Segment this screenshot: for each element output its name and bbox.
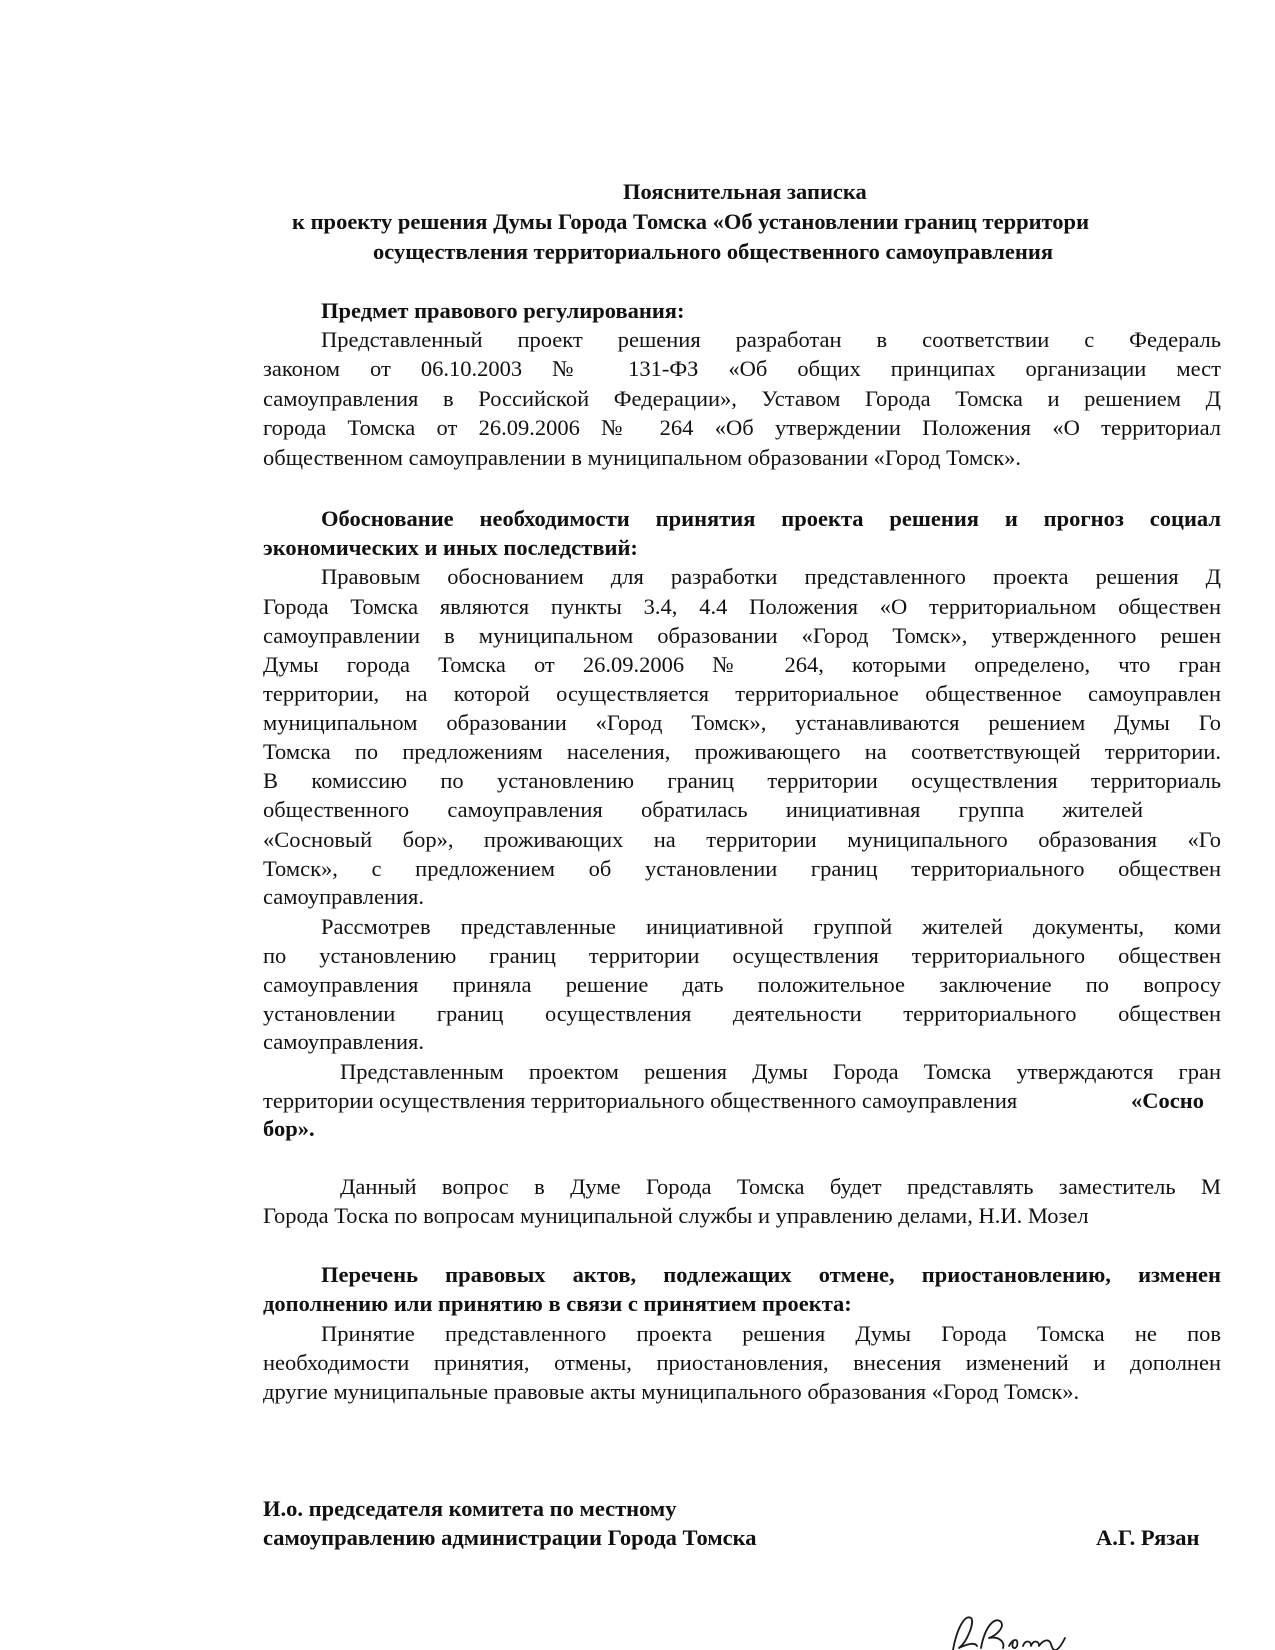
section3-line: Города Тоска по вопросам муниципальной службы и управлению делами, Н.И. Мозел [263,1203,1089,1228]
section1-line: законом от 06.10.2003 № 131-ФЗ «Об общих принципах организации мест [263,356,1221,381]
section1-line: самоуправления в Российской Федерации», Уставом Города Томска и решением Д [263,386,1221,411]
section2-line: Томск», с предложением об установлении границ территориального обществен [263,856,1221,881]
section2-line: «Сосновый бор», проживающих на территории муниципального образования «Го [263,827,1221,852]
section2-line: самоуправления. [263,884,425,909]
signatory-position: И.о. председателя комитета по местному [263,1496,677,1521]
doc-title: Пояснительная записка [623,179,867,204]
section2-line: Рассмотрев представленные инициативной группой жителей документы, коми [321,914,1221,939]
section2-line: Томска по предложениям населения, проживающего на соответствующей территории. [263,739,1221,764]
signatory-position-cont: самоуправлению администрации Города Томска [263,1525,757,1550]
section2-line: Думы города Томска от 26.09.2006 № 264, которыми определено, что гран [263,652,1221,677]
signatory-name: А.Г. Рязан [1096,1525,1200,1550]
section2-heading: Обоснование необходимости принятия проекта решения и прогноз социал [321,506,1221,531]
section2-bold-name: «Сосно [1131,1088,1204,1113]
section2-line: Представленным проектом решения Думы Города Томска утверждаются гран [340,1059,1221,1084]
handwritten-signature [945,1608,1075,1650]
section2-line: самоуправления приняла решение дать положительное заключение по вопросу [263,972,1221,997]
section2-line: Города Томска являются пункты 3.4, 4.4 Положения «О территориальном обществен [263,594,1221,619]
doc-subtitle-line2: осуществления территориального общественного самоуправления [373,239,1054,264]
section1-line: города Томска от 26.09.2006 № 264 «Об утверждении Положения «О территориал [263,415,1221,440]
section2-line: общественного самоуправления обратилась инициативная группа жителей [263,797,1143,822]
section2-heading-cont: экономических и иных последствий: [263,535,638,560]
section4-line: Принятие представленного проекта решения Думы Города Томска не пов [321,1321,1221,1346]
section2-line: самоуправлении в муниципальном образовании «Город Томск», утвержденного решен [263,623,1221,648]
section1-line: Представленный проект решения разработан в соответствии с Федераль [321,327,1221,352]
section2-line: Правовым обоснованием для разработки представленного проекта решения Д [321,564,1221,589]
section1-line: общественном самоуправлении в муниципальном образовании «Город Томск». [263,445,1022,470]
section4-heading: Перечень правовых актов, подлежащих отмене, приостановлению, изменен [321,1262,1221,1287]
section4-heading-cont: дополнению или принятию в связи с принятием проекта: [263,1291,852,1316]
section2-line: по установлению границ территории осуществления территориального обществен [263,943,1221,968]
section2-line: муниципальном образовании «Город Томск», устанавливаются решением Думы Го [263,710,1221,735]
section1-heading: Предмет правового регулирования: [321,298,685,323]
section4-line: другие муниципальные правовые акты муниципального образования «Город Томск». [263,1379,1080,1404]
doc-subtitle-line1: к проекту решения Думы Города Томска «Об установлении границ территори [292,209,1090,234]
section2-line: установлении границ осуществления деятельности территориального обществен [263,1001,1221,1026]
section3-line: Данный вопрос в Думе Города Томска будет представлять заместитель М [340,1174,1221,1199]
section2-line: территории осуществления территориального общественного самоуправления [263,1088,1018,1113]
section4-line: необходимости принятия, отмены, приостановления, внесения изменений и дополнен [263,1350,1221,1375]
section2-line: территории, на которой осуществляется территориальное общественное самоуправлен [263,681,1221,706]
section2-bold-name-cont: бор». [263,1116,315,1141]
section2-line: В комиссию по установлению границ территории осуществления территориаль [263,768,1221,793]
section2-line: самоуправления. [263,1029,425,1054]
